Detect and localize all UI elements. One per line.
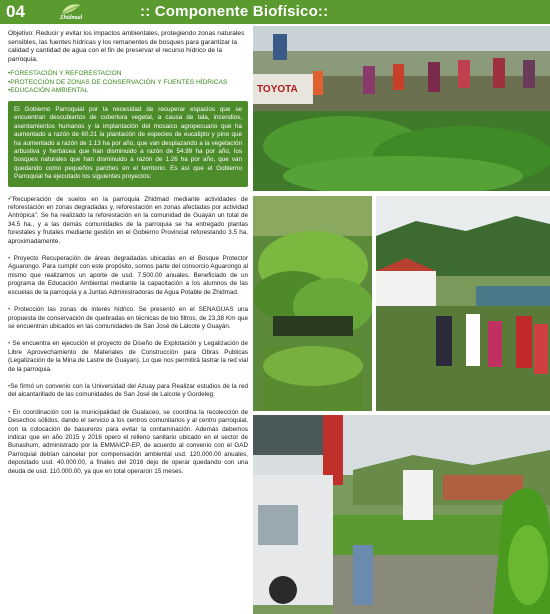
project-paragraph xyxy=(8,409,248,476)
project-paragraph xyxy=(8,340,248,374)
logo-text: Zhidmad xyxy=(59,15,83,21)
bullet-icon: • xyxy=(8,306,11,314)
bullet-icon: • xyxy=(8,382,11,390)
paragraph-text: "Recuperación de suelos en la parroquia Zhidmad mediante actividades de reforestación en zonas degradadas y, reforestación en zonas afectadas por actividad Antrópica". Se ha realizado la reforestación en la comunidad de Guayán un total de 34.5 ha., y a las demás comunidades de la parroquia se ha entregado plantas forestales y frutales mediante gestión en el Gobierno Provincial reforestando 3.5 ha. aproximadamente. xyxy=(8,195,248,245)
leaf-icon xyxy=(60,3,82,15)
paragraph-text: Se encuentra en ejecución el proyecto de Diseño de Explotación y Legalización de Libre Aprovechamiento de Materiales de Construcción para Obras Publicas (Legalización de la Mina de Lastre de Guayan). Lo que nos permitirá lastrar la red vial de la parroquia. xyxy=(8,340,248,373)
paragraph-text: En coordinación con la municipalidad de Gualaceo, se coordina la recolección de Desechos sólidos, dando el servicio a los centros comunitarios y al centro parroquial, con la colocación de basureros para evitar la contaminación. Además debemos indicar que en año 2015 y 2016 opero el relleno sanitario ubicado en el sector de Bunashum, administrado por la EMMAICP-EP, de acuerdo al convenio con el GAD Parroquial debían cancelar por compensación ambiental usd. 120.000.00 anuales, depositado usd. 40.000.00, a finales del 2016 dejo de operar quedando con una deuda de usd. 110.000.00, ya que en total operaron 15 meses. xyxy=(8,408,248,475)
component-list xyxy=(8,70,248,95)
photo-truck-loading xyxy=(253,415,550,614)
intro-box xyxy=(8,101,248,187)
objective-text: Objetivo: Reducir y evitar los impactos ambientales, protegiendo zonas naturales sensibles, las fuentes hídricas y los remanentes de bosques para garantizar la calidad y cantidad de agua con el fin de preservar el recurso hídrico de la parroquia. xyxy=(8,30,245,63)
paragraph-text: Protección las zonas de interés hídrico. Se presentó en el SENAGUAS una propuesta de conservación de quebradas en técnicas de bio filtros, de 23,38 Km que se encuentran ubicados en las comunidades de San José de Lalcote y Guayán. xyxy=(8,306,248,330)
page-header xyxy=(0,0,550,24)
component-item: •EDUCACIÓN AMBIENTAL xyxy=(8,86,89,94)
section-title: :: Componente Biofísico:: xyxy=(140,3,329,20)
text-column xyxy=(8,30,248,476)
project-paragraph xyxy=(8,255,248,297)
photo-plant-distribution xyxy=(253,26,550,191)
photo-seedlings xyxy=(253,196,372,411)
project-paragraph xyxy=(8,306,248,331)
project-paragraph xyxy=(8,196,248,246)
project-paragraph xyxy=(8,383,248,400)
component-item: •PROTECCIÓN DE ZONAS DE CONSERVACIÓN Y FUENTES HÍDRICAS xyxy=(8,78,228,86)
bullet-icon: • xyxy=(8,255,11,263)
page-number: 04 xyxy=(6,2,25,21)
photo-community-meeting xyxy=(376,196,550,411)
truck-text: TOYOTA xyxy=(257,84,298,95)
paragraph-text: Proyecto Recuperación de áreas degradadas ubicadas en el Bosque Protector Aguarongo. Para cumplir con este propósito, somos parte del consorcio Aguarongo al mismo que realizamos un aporte de usd. 7.500.00 anuales. Beneficiado de un programa de Educación Ambiental mediante la capacitación a los alumnos de las escuelas de la parroquia y a Juntas Administradoras de Agua Potable de Zhidmad. xyxy=(8,255,248,296)
bullet-icon: • xyxy=(8,408,11,416)
bullet-icon: • xyxy=(8,340,11,348)
intro-text: El Gobierno Parroquial por la necesidad de recuperar espacios que se encuentran descubiertos de cobertura vegetal, a causa de tala, incendios, asentamientos humanos y la implantación del mosaico agropecuario que ha aumentado a razón de 60.21 la plantación de especies de eucalipto y pino que ha aumentado a razón de 1.13 ha por año, que van desplazando a la vegetación arbustiva y herbácea que han disminuido a razón de 54.99 ha por año, los bosques naturales que han disminuido a razón de 1.26 ha por año, que van quedando como pequeños parches en el territorio. Es así que el Gobierno Parroquial ha ejecutado los siguientes proyectos: xyxy=(14,105,242,181)
zhidmad-logo xyxy=(52,1,90,23)
bullet-icon: • xyxy=(8,195,11,203)
paragraph-text: Se firmó un convenio con la Universidad del Azuay para Realizar estudios de la red del alcantarillado de las comunidades de San José de Lalcote y Gordeleg: xyxy=(8,382,248,399)
component-item: •FORESTACIÓN Y REFORESTACION xyxy=(8,70,122,78)
